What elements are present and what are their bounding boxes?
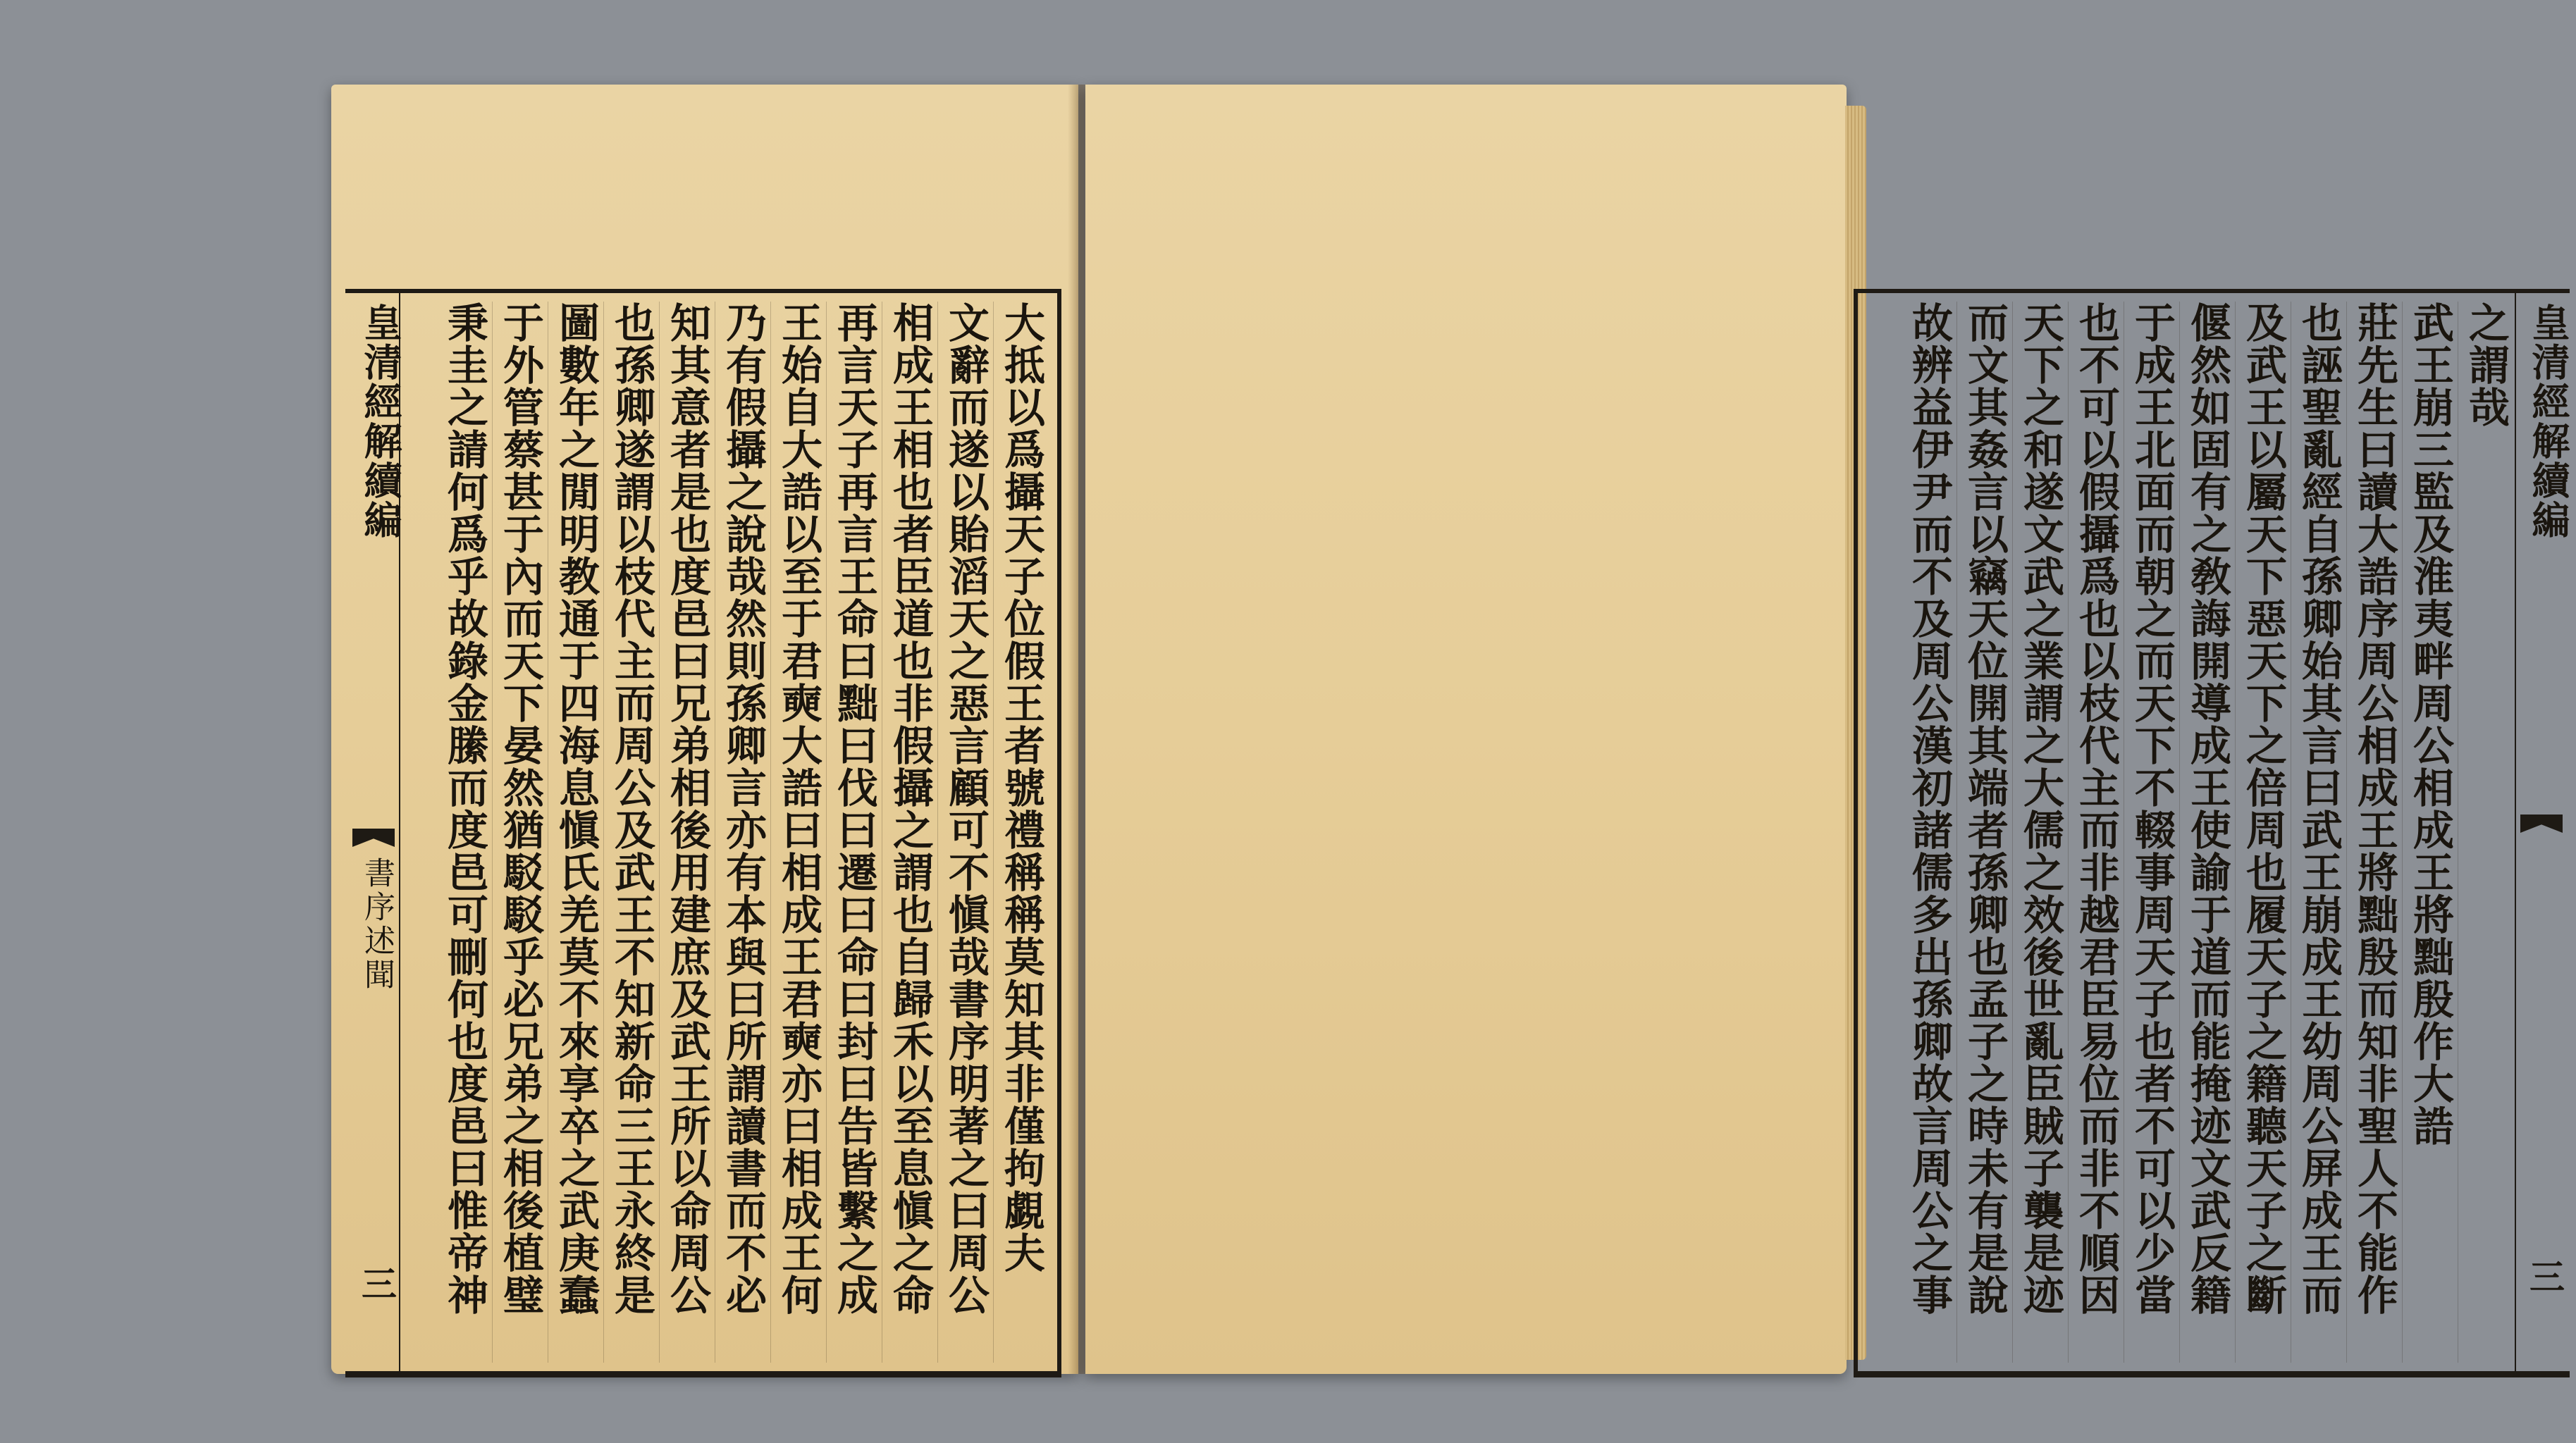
- left-margin-strip: [348, 293, 403, 1371]
- right-margin-strip: [2515, 293, 2571, 1371]
- right-page: [1085, 85, 2571, 1374]
- text-column: 文辭而遂以貽滔天之惡言顧可不愼哉書序明著之曰周公: [937, 302, 993, 1363]
- text-column: 于外管蔡甚于內而天下晏然猶駁駁乎必兄弟之相後植璧: [492, 302, 548, 1363]
- text-column: 及武王以屬天下惡天下之倍周也履天子之籍聽天子之斷: [2235, 302, 2291, 1363]
- left-text-columns: [402, 302, 1049, 1363]
- open-book: [331, 85, 2571, 1374]
- text-column: 于成王北面而朝之而天下不輟事周天子也者不可以少當: [2124, 302, 2179, 1363]
- text-column: 而文其姦言以竊天位開其端者孫卿也孟子之時未有是說: [1956, 302, 2012, 1363]
- left-section-label: 書序述聞: [359, 857, 395, 992]
- left-leaf-number: 三: [356, 1265, 398, 1301]
- text-column: 也孫卿遂謂以枝代主而周公及武王不知新命三王永終是: [603, 302, 659, 1363]
- text-column: 相成王相也者臣道也非假攝之謂也自歸禾以至息愼之命: [882, 302, 937, 1363]
- right-text-columns: [1866, 302, 2513, 1363]
- text-column: 圖數年之閒明教通于四海息愼氏羌莫不來享卒之武庚蠢: [548, 302, 603, 1363]
- left-text-frame: [345, 289, 1061, 1377]
- text-column: 知其意者是也度邑曰兄弟相後用建庶及武王所以命周公: [659, 302, 715, 1363]
- text-column: 偃然如固有之敎誨開導成王使諭于道而能掩迹文武反籍: [2179, 302, 2235, 1363]
- right-margin-title: 皇清經解續編: [2526, 303, 2571, 540]
- text-column: 天下之和遂文武之業謂之大儒之效後世亂臣賊子襲是迹: [2012, 302, 2068, 1363]
- right-text-frame: [1854, 289, 2570, 1377]
- text-column: 也不可以假攝爲也以枝代主而非越君臣易位而非不順因: [2068, 302, 2124, 1363]
- text-column: 王始自大誥以至于君奭大誥曰相成王君奭亦曰相成王何: [770, 302, 826, 1363]
- fish-tail-mark-icon: [2520, 815, 2563, 833]
- text-column: 秉圭之請何爲乎故錄金縢而度邑可刪何也度邑曰惟帝神: [440, 302, 488, 1316]
- text-column: 大抵以爲攝天子位假王者號禮稱稱莫知其非僅拘覷夫: [993, 302, 1049, 1363]
- text-column: 莊先生曰讀大誥序周公相成王將黜殷而知非聖人不能作: [2346, 302, 2402, 1363]
- text-column: 再言天子再言王命曰黜曰伐曰遷曰命曰封曰告皆繫之成: [826, 302, 882, 1363]
- text-column: 故辨益伊尹而不及周公漢初諸儒多出孫卿故言周公之事: [1905, 302, 1953, 1316]
- text-column: 之謂哉: [2458, 302, 2513, 1363]
- text-column: 武王崩三監及淮夷畔周公相成王將黜殷作大誥: [2402, 302, 2458, 1363]
- left-page: [331, 85, 1078, 1374]
- text-column: 也誣聖亂經自孫卿始其言曰武王崩成王幼周公屏成王而: [2291, 302, 2346, 1363]
- text-column: 乃有假攝之說哉然則孫卿言亦有本與曰所謂讀書而不必: [715, 302, 770, 1363]
- right-leaf-number: 三: [2524, 1258, 2565, 1294]
- fish-tail-mark-icon: [352, 829, 395, 847]
- left-margin-title: 皇清經解續編: [358, 303, 403, 540]
